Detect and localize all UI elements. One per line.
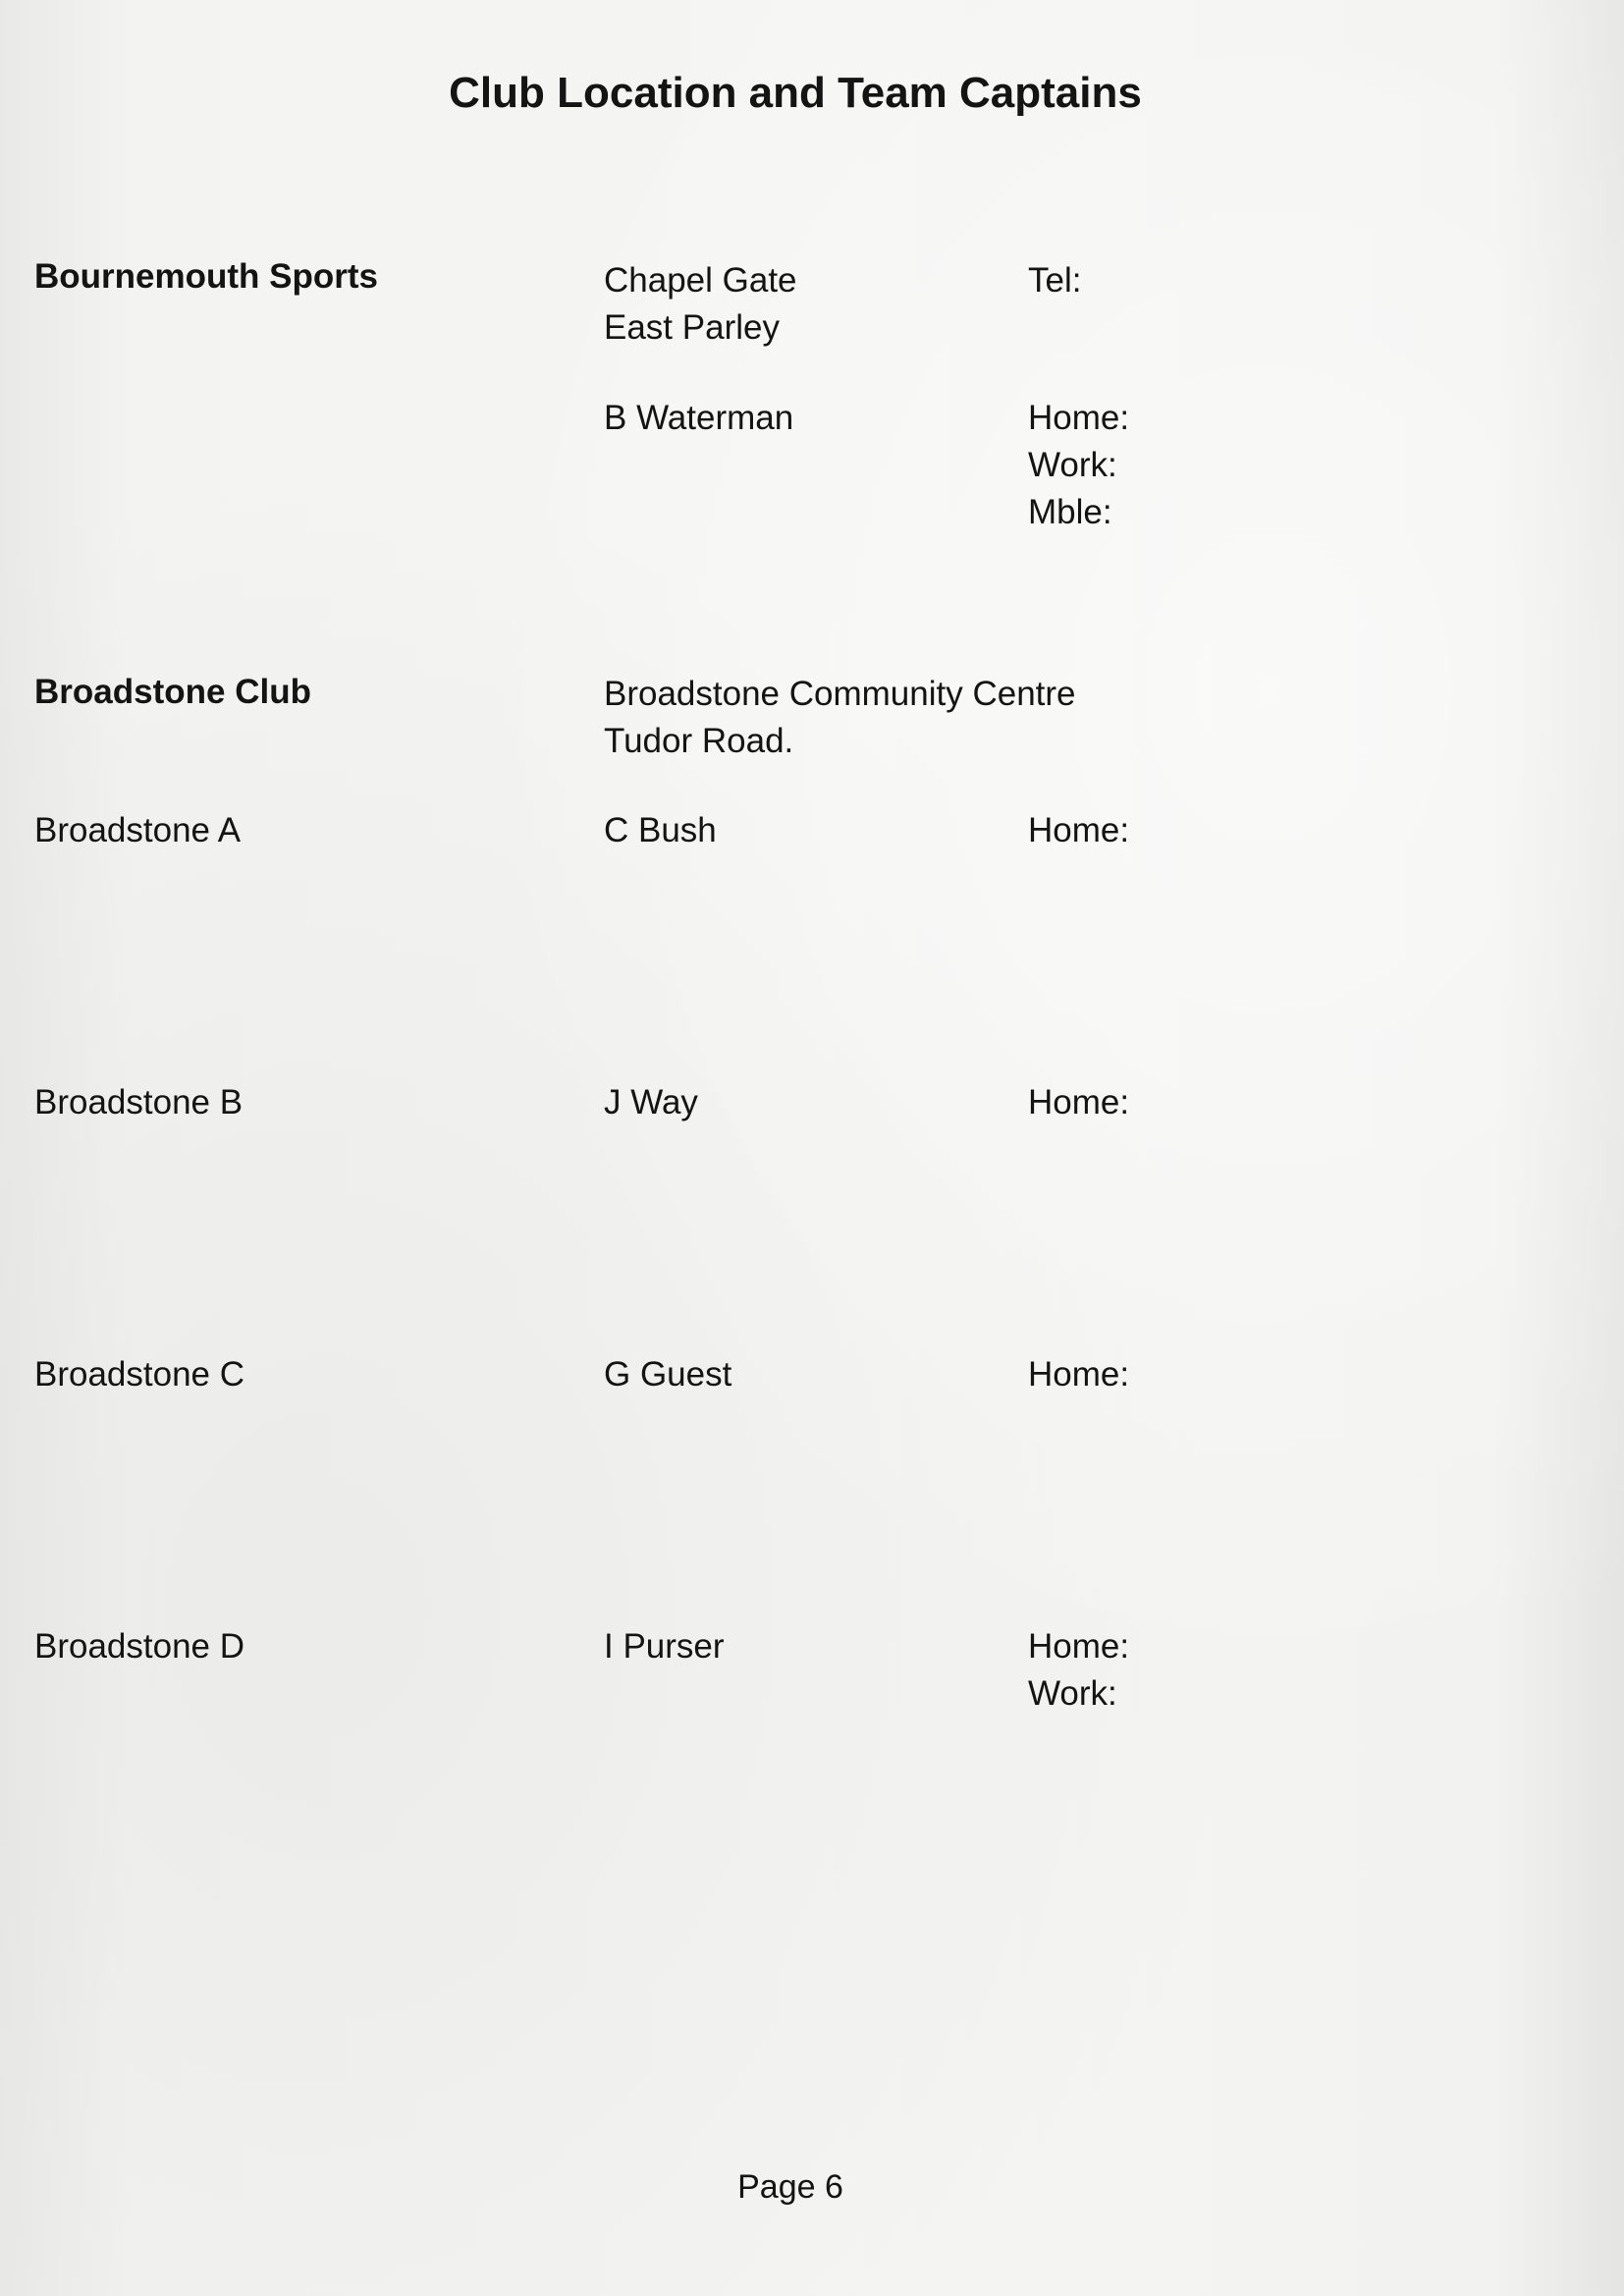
- work-label: Work:: [1028, 446, 1117, 484]
- club-address-bournemouth-sports: [604, 257, 797, 352]
- page-title: Club Location and Team Captains: [449, 69, 1142, 117]
- contact-labels-bournemouth-sports: [1028, 395, 1129, 536]
- team-name-broadstone-b: Broadstone B: [34, 1083, 244, 1121]
- captain-broadstone-c: G Guest: [604, 1355, 732, 1394]
- captain-broadstone-d: I Purser: [604, 1627, 725, 1666]
- captain-broadstone-b: J Way: [604, 1083, 698, 1121]
- captain-bournemouth-sports: B Waterman: [604, 399, 794, 437]
- home-label: Home:: [1028, 1083, 1130, 1121]
- team-name-broadstone-c: Broadstone C: [34, 1355, 245, 1394]
- page-number: Page 6: [737, 2168, 843, 2206]
- tel-label: Tel:: [1028, 261, 1082, 300]
- captain-broadstone-a: C Bush: [604, 811, 717, 849]
- work-label: Work:: [1028, 1674, 1117, 1713]
- address-line: Tudor Road.: [604, 722, 794, 760]
- team-name-broadstone-d: Broadstone D: [34, 1627, 245, 1666]
- team-name-broadstone-a: Broadstone A: [34, 811, 242, 849]
- address-line: East Parley: [604, 308, 780, 347]
- club-address-broadstone-club: [604, 671, 1076, 765]
- mobile-label: Mble:: [1028, 493, 1112, 531]
- home-label: Home:: [1028, 811, 1130, 849]
- home-label: Home:: [1028, 399, 1130, 437]
- club-name-broadstone-club: Broadstone Club: [34, 673, 311, 711]
- address-line: Chapel Gate: [604, 261, 797, 300]
- contact-labels-broadstone-d: [1028, 1623, 1129, 1718]
- club-name-bournemouth-sports: Bournemouth Sports: [34, 257, 378, 296]
- address-line: Broadstone Community Centre: [604, 675, 1076, 713]
- home-label: Home:: [1028, 1355, 1130, 1394]
- home-label: Home:: [1028, 1627, 1130, 1666]
